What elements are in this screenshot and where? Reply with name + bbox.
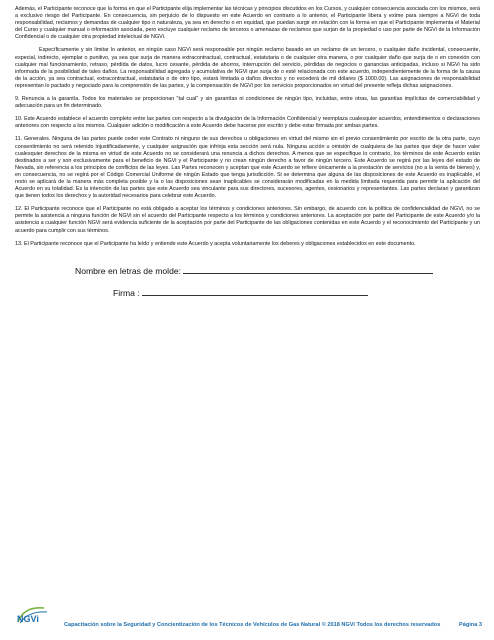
logo-text: NGVi xyxy=(17,614,39,624)
ngvi-logo xyxy=(14,602,54,624)
signature-label: Firma : xyxy=(113,287,140,298)
name-label: Nombre en letras de molde: xyxy=(75,265,182,276)
paragraph-9-warranty: 9. Renuncia a la garantía. Todos los materiales se proporcionan "tal cual" y sin garantías ni condiciones de ningún tipo, incluidas, entre otras, las garantías implícitas de comerciabilidad y adecuación para un fin determinado. xyxy=(15,96,480,110)
signature-line[interactable] xyxy=(142,294,368,296)
name-line[interactable] xyxy=(183,272,433,274)
paragraph-10-entire-agreement: 10. Este Acuerdo establece el acuerdo completo entre las partes con respecto a la divulgación de la Información Confidencial y reemplaza cualesquier acuerdos, entendimientos o declaraciones anteriores con respecto a los mismos. Cualquier adición o modificación a este Acuerdo debe hacerse por escrito y debe estar firmada por ambas partes. xyxy=(15,116,480,130)
paragraph-12-acceptance: 12. El Participante reconoce que el Participante no está obligado a aceptar los términos y condiciones anteriores. Sin embargo, de acuerdo con la política de confidencialidad de NGVi, no se permite la asistencia a ninguna función de NGVi sin el acuerdo del Participante respecto a los términos y condiciones anteriores. La aceptación por parte del Participante de este Acuerdo y/o la asistencia a cualquier función NGVi será evidencia suficiente de la aceptación por parte del Participante de las obligaciones contenidas en este Acuerdo y el reconocimiento del Participante y un acuerdo para cumplir con sus términos. xyxy=(15,206,480,234)
paragraph-liability: Específicamente y sin limitar lo anterior, en ningún caso NGVi será responsable por ningún reclamo basado en un reclamo de un tercero, o cualquier daño incidental, consecuente, especial, indirecto, ejemplar o punitivo, ya sea que surja de manera extracontractual, contractual, estatutaria o de cualquier otra manera, o por cualquier daño que surja de o en conexión con cualquier mal funcionamiento, retraso, pérdida de datos, lucro cesante, pérdida de ahorros, interrupción del servicio, pérdidas de negocios o ganancias anticipadas, incluso si NGVi ha sido informada de la posibilidad de tales daños. La responsabilidad agregada y acumulativa de NGVi que surja de o esté relacionada con este acuerdo, independientemente de la forma de la causa de la acción, ya sea contractual, extracontractual, estatutaria o de otro tipo, estará limitada a daños directos y no excederá de mil dólares ($ 1000.00). Las asignaciones de responsabilidad representan lo pactado y negociado para la comprensión de las partes, y la compensación de NGVi por los servicios proporcionados en virtud del presente refleja dichas asignaciones. xyxy=(15,47,480,89)
signature-row xyxy=(113,288,480,298)
footer-text-row xyxy=(64,622,482,628)
page-footer xyxy=(14,608,482,630)
footer-copyright: Capacitación sobre la Seguridad y Concientización de los Técnicos de Vehículos de Gas Natural © 2018 NGVi Todos los derechos reservados xyxy=(64,622,441,628)
name-signature-row xyxy=(75,266,480,276)
page-number: Página 3 xyxy=(458,622,482,628)
paragraph-11-general: 11. Generales. Ninguna de las partes puede ceder este Contrato ni ninguno de sus derechos u obligaciones en virtud del mismo sin el previo consentimiento por escrito de la otra parte, cuyo consentimiento no será retenido injustificadamente, y cualquier asignación que infrinja esta sección será nula. Ninguna acción u omisión de cualquiera de las partes que deje de hacer valer cualesquier derechos de la misma en virtud de este Acuerdo no se considerará una renuncia a dichos derechos. A menos que se especifique lo contrario, los términos de este Acuerdo están destinados a ser y son exclusivamente para el beneficio de NGVi y el Participante y no crean ningún derecho a favor de ningún tercero. Este Acuerdo se regirá por las leyes del estado de Nevada, sin referencia a los principios de conflictos de las leyes. Las Partes reconocen y aceptan que este Acuerdo se refiere únicamente a la prestación de servicios (no a la venta de bienes) y, en consecuencia, no se regirá por el Código Comercial Uniforme de ningún Estado que tenga jurisdicción. Si se determina que alguna de las disposiciones de este Acuerdo es inaplicable, el resto se aplicará de la manera más completa posible y la o las disposiciones sean inaplicables se considerarán modificadas en la medida limitada requerida para permitir la aplicación del Acuerdo en su totalidad. Es la intención de las partes que este Acuerdo sea vinculante para sus directores, sucesores, agentes, cesionarios y representantes. Las partes declaran y garantizan que tienen todos los derechos y la autoridad necesarios para celebrar este Acuerdo. xyxy=(15,136,480,200)
paragraph-release: Además, el Participante reconoce que la forma en que el Participante elija implementar las técnicas y principios discutidos en los Cursos, y cualquier consecuencia asociada con los mismos, será a exclusivo riesgo del Participante. En consecuencia, sin perjuicio de lo dispuesto en este Acuerdo en contrario a lo anterior, el Participante libera y exime para siempre a NGVi de toda responsabilidad, reclamos y demandas de cualquier tipo o naturaleza, ya sea en derecho o en equidad, que puedan surgir en relación con la forma en que el Participante implementa el Material del Curso y cualquier manual o información asociada, pero excluye cualquier reclamo de terceros o amenazas de reclamos que surjan de la propiedad o uso por parte de NGVi de la Información Confidencial o de cualquier otra propiedad intelectual de NGVi. xyxy=(15,6,480,41)
paragraph-13-acknowledgement: 13. El Participante reconoce que el Participante ha leído y entiende este Acuerdo y acepta voluntariamente los deberes y obligaciones establecidos en este documento. xyxy=(15,240,416,247)
